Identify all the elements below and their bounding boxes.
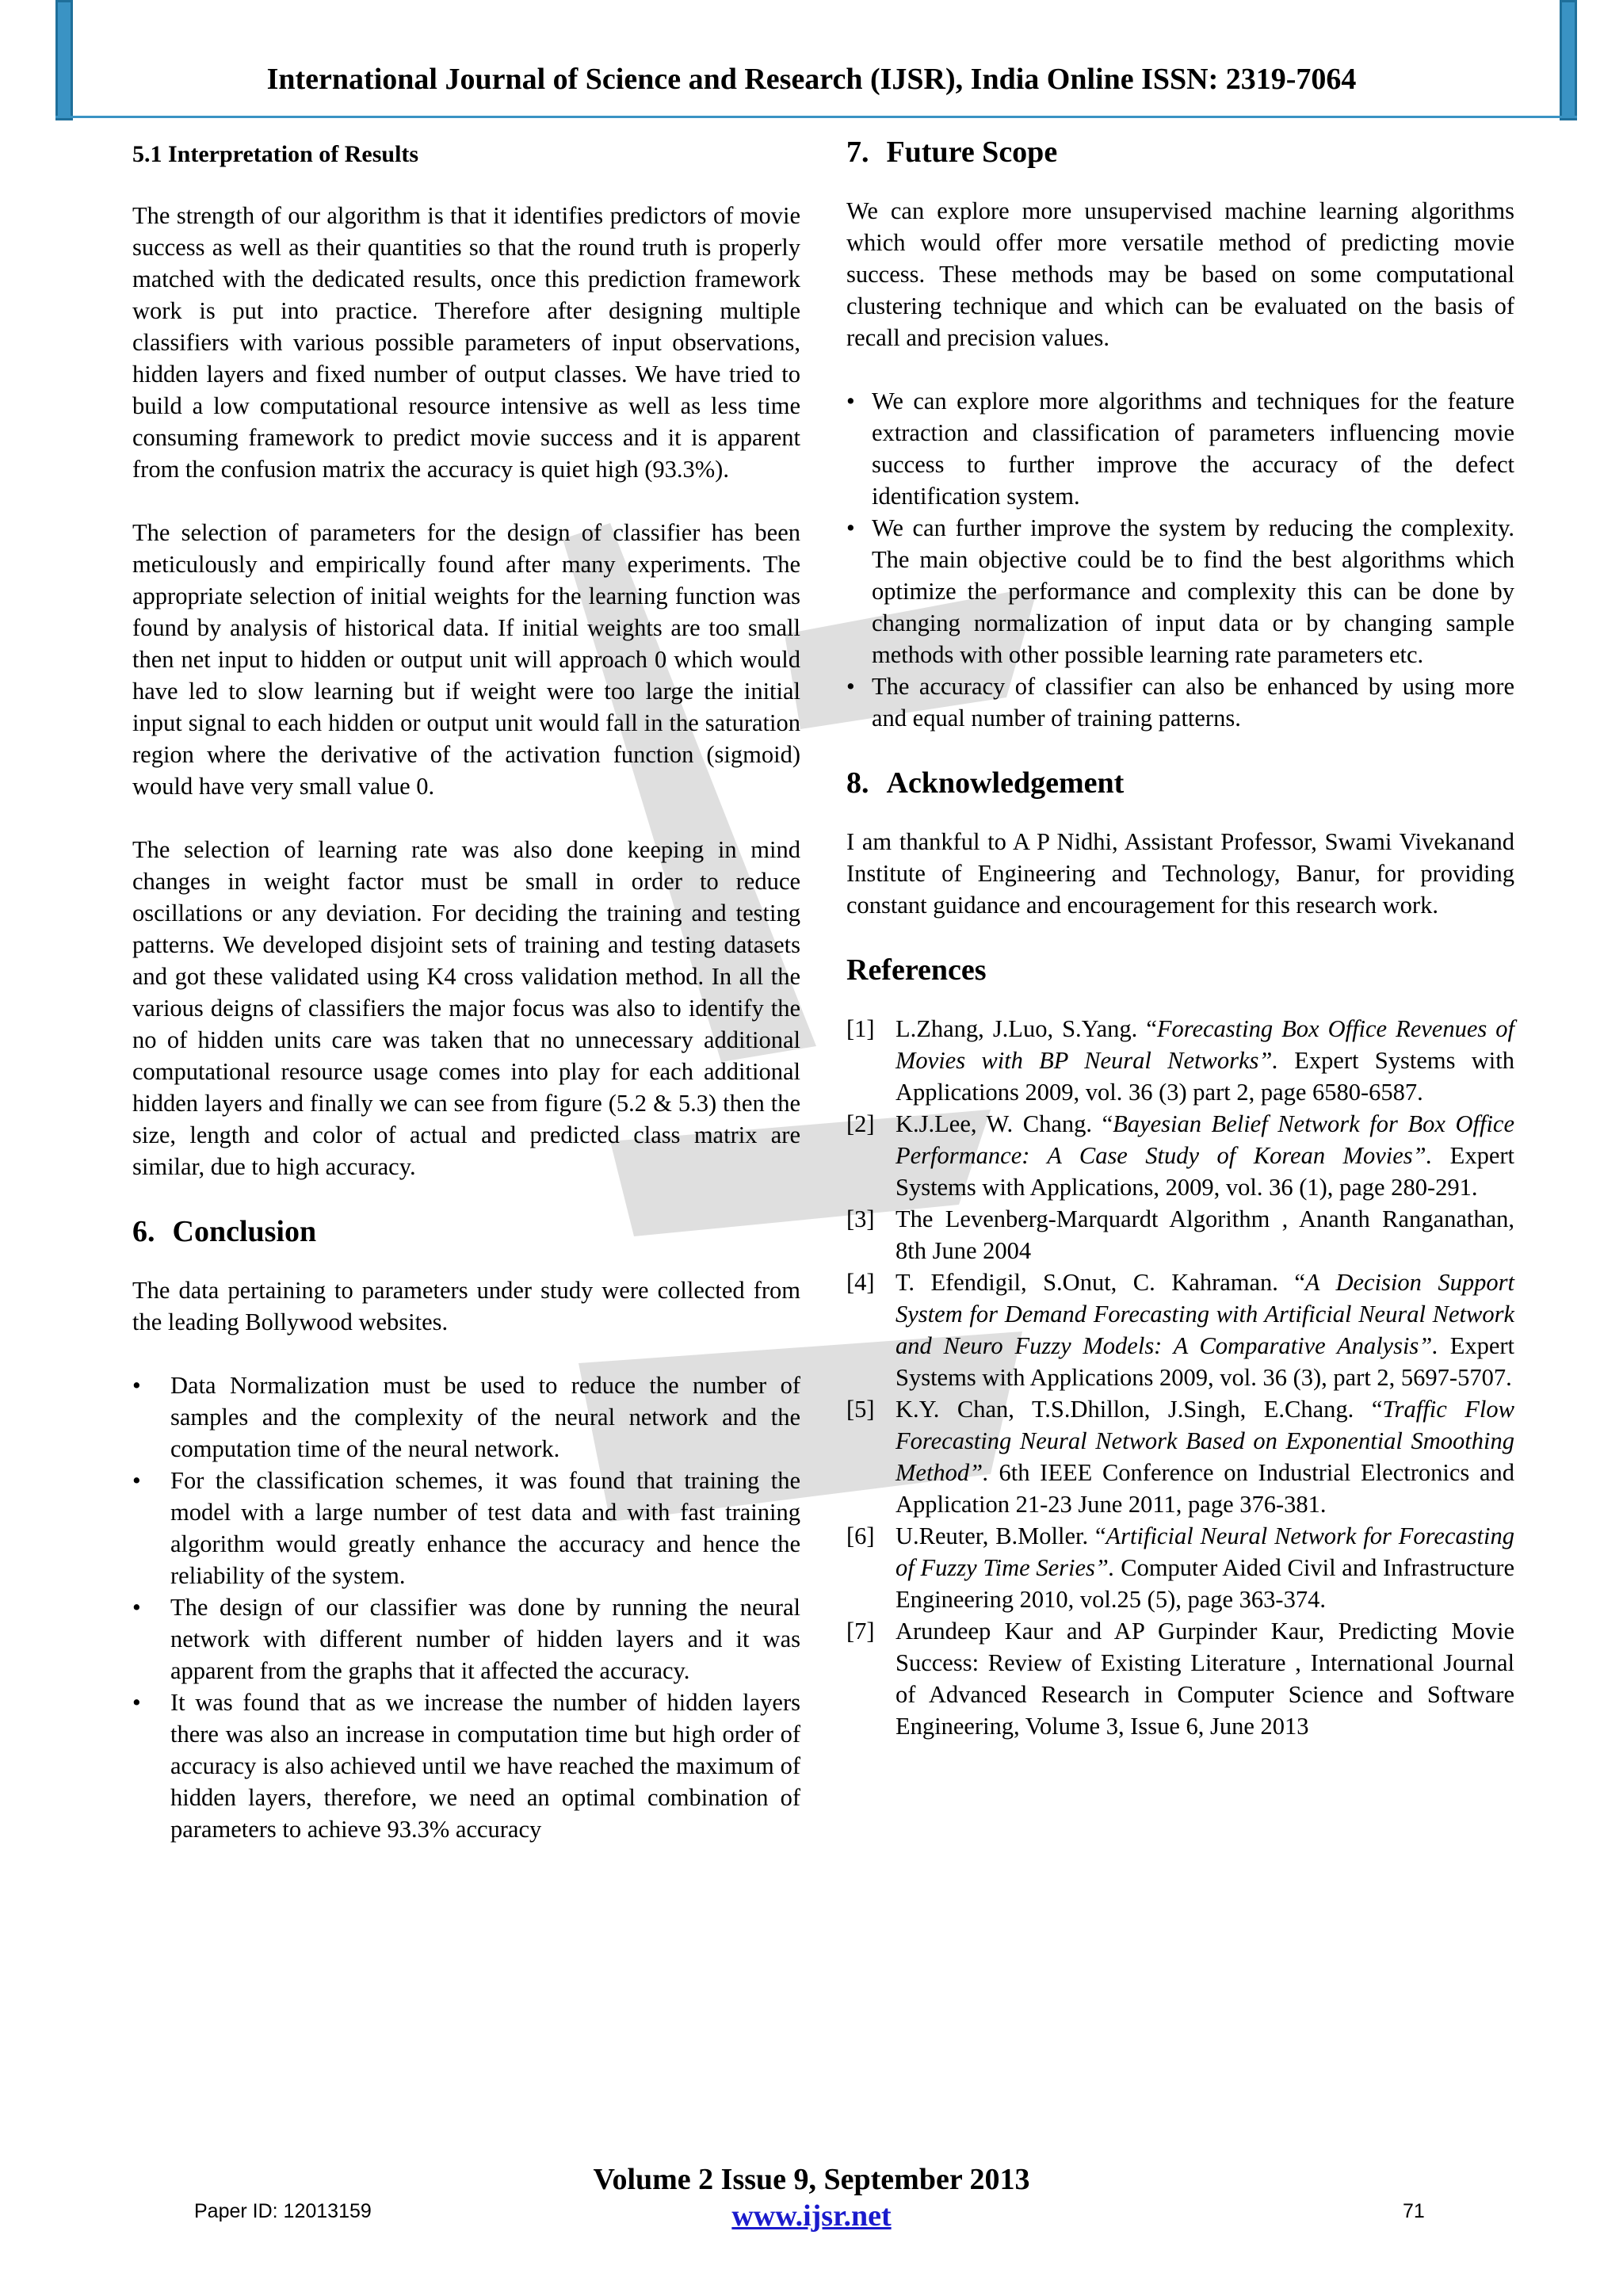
list-item xyxy=(846,670,1514,734)
reference-authors: T. Efendigil, S.Onut, C. Kahraman. “ xyxy=(896,1269,1305,1296)
paragraph: I am thankful to A P Nidhi, Assistant Professor, Swami Vivekanand Institute of Engineering and Technology, Banur, for providing constant guidance and encouragement for this research work. xyxy=(846,828,1514,919)
reference-authors: U.Reuter, B.Moller. “ xyxy=(896,1522,1106,1549)
list-item xyxy=(132,1687,800,1845)
section-number: 8. xyxy=(846,766,869,800)
reference-title: Bayesian Belief Network for Box Office Performance: A Case Study of Korean Movies”. xyxy=(896,1110,1514,1169)
section-heading-conclusion xyxy=(132,1214,800,1249)
reference-title: Artificial Neural Network for Forecasting of Fuzzy Time Series”. xyxy=(896,1522,1515,1581)
bullet-icon: • xyxy=(132,1467,141,1494)
list-item-text: For the classification schemes, it was found that training the model with a large number of test data and with fast training algorithm would greatly enhance the accuracy and hence the reliability of the system. xyxy=(170,1467,800,1589)
list-item-text: The accuracy of classifier can also be enhanced by using more and equal number of training patterns. xyxy=(872,673,1514,732)
section-title: Acknowledgement xyxy=(886,766,1125,800)
reference-item xyxy=(846,1013,1514,1108)
list-item-text: We can further improve the system by reducing the complexity. The main objective could be to find the best algorithms which optimize the performance and complexity this can be done by changing normalization of input data or by changing sample methods with other possible learning rate parameters etc. xyxy=(872,514,1514,668)
list-item xyxy=(846,512,1514,670)
footer-website-link[interactable]: www.ijsr.net xyxy=(731,2199,892,2233)
reference-item xyxy=(846,1203,1514,1266)
bullet-icon: • xyxy=(132,1594,141,1621)
section-title: Conclusion xyxy=(172,1215,317,1248)
section-heading-acknowledgement xyxy=(846,766,1514,800)
reference-details: Expert Systems with Applications 2009, vol. 36 (3) part 2, page 6580-6587. xyxy=(896,1047,1514,1106)
reference-number: [5] xyxy=(846,1396,875,1423)
list-item xyxy=(846,385,1514,512)
paragraph: The selection of learning rate was also done keeping in mind changes in weight factor must be small in order to reduce oscillations or any deviation. For deciding the training and testing patterns. We developed disjoint sets of training and testing datasets and got these validated using K4 cross validation method. In all the various deigns of classifiers the major focus was also to identify the no of hidden units care was taken that no unnecessary additional computational resource usage comes into play for each additional hidden layers and finally we can see from figure (5.2 & 5.3) then the size, length and color of actual and predicted class matrix are similar, due to high accuracy. xyxy=(132,836,800,1180)
reference-title: Forecasting Box Office Revenues of Movies with BP Neural Networks”. xyxy=(896,1015,1514,1074)
section-heading-references: References xyxy=(846,953,987,987)
bullet-icon: • xyxy=(846,388,855,415)
reference-authors: L.Zhang, J.Luo, S.Yang. “ xyxy=(896,1015,1157,1042)
reference-details: Expert Systems with Applications 2009, vol. 36 (3), part 2, 5697-5707. xyxy=(896,1332,1514,1391)
reference-list xyxy=(846,1013,1514,1742)
paragraph: The selection of parameters for the design of classifier has been meticulously and empirically found after many experiments. The appropriate selection of initial weights for the learning function was found by analysis of historical data. If initial weights are too small then net input to hidden or output unit will approach 0 which would have led to slow learning but if weight were too large the initial input signal to each hidden or output unit would fall in the saturation region where the derivative of the activation function (sigmoid) would have very small value 0. xyxy=(132,519,800,800)
list-item-text: The design of our classifier was done by running the neural network with different number of hidden layers and it was apparent from the graphs that it affected the accuracy. xyxy=(170,1594,800,1684)
reference-number: [4] xyxy=(846,1269,875,1296)
reference-title: A Decision Support System for Demand Forecasting with Artificial Neural Network and Neuro Fuzzy Models: A Comparative Analysis”. xyxy=(896,1269,1514,1359)
reference-item xyxy=(846,1266,1514,1393)
header-right-bar xyxy=(1560,0,1577,120)
list-item xyxy=(132,1370,800,1465)
list-item-text: Data Normalization must be used to reduce the number of samples and the complexity of the neural network and the computation time of the neural network. xyxy=(170,1372,800,1462)
reference-details: 6th IEEE Conference on Industrial Electronics and Application 21-23 June 2011, page 376-381. xyxy=(896,1459,1514,1518)
reference-item xyxy=(846,1108,1514,1203)
reference-item xyxy=(846,1520,1514,1615)
header-left-bar xyxy=(55,0,73,120)
reference-title: Traffic Flow Forecasting Neural Network Based on Exponential Smoothing Method”. xyxy=(896,1396,1514,1486)
page-number: 71 xyxy=(1403,2200,1425,2222)
bullet-icon: • xyxy=(846,673,855,700)
subsection-title: 5.1 Interpretation of Results xyxy=(132,141,419,167)
reference-authors: K.Y. Chan, T.S.Dhillon, J.Singh, E.Chang. “ xyxy=(896,1396,1383,1423)
section-title: Future Scope xyxy=(886,136,1058,169)
footer-volume: Volume 2 Issue 9, September 2013 xyxy=(593,2163,1030,2196)
reference-authors: The Levenberg-Marquardt Algorithm , Ananth Ranganathan, 8th June 2004 xyxy=(896,1205,1514,1264)
list-item-text: We can explore more algorithms and techniques for the feature extraction and classification of parameters influencing movie success to further improve the accuracy of the defect identification system. xyxy=(872,388,1514,510)
list-item-text: It was found that as we increase the number of hidden layers there was also an increase in computation time but high order of accuracy is also achieved until we have reached the maximum of hidden layers, therefore, we need an optimal combination of parameters to achieve 93.3% accuracy xyxy=(170,1689,800,1843)
reference-number: [2] xyxy=(846,1110,875,1137)
right-column xyxy=(846,135,1514,1742)
reference-details: Computer Aided Civil and Infrastructure Engineering 2010, vol.25 (5), page 363-374. xyxy=(896,1554,1515,1613)
bullet-icon: • xyxy=(846,514,855,541)
future-bullet-list xyxy=(846,385,1514,734)
bullet-icon: • xyxy=(132,1689,141,1716)
conclusion-bullet-list xyxy=(132,1370,800,1845)
reference-number: [7] xyxy=(846,1618,875,1645)
paragraph: The data pertaining to parameters under study were collected from the leading Bollywood websites. xyxy=(132,1277,800,1335)
paper-id: Paper ID: 12013159 xyxy=(194,2200,372,2222)
left-column xyxy=(132,135,800,1877)
reference-number: [1] xyxy=(846,1015,875,1042)
paragraph: We can explore more unsupervised machine learning algorithms which would offer more versatile method of predicting movie success. These methods may be based on some computational clustering technique and which can be evaluated on the basis of recall and precision values. xyxy=(846,197,1514,351)
journal-header: International Journal of Science and Research (IJSR), India Online ISSN: 2319-7064 xyxy=(266,63,1357,96)
reference-item xyxy=(846,1615,1514,1742)
header-rule xyxy=(55,116,1577,118)
list-item xyxy=(132,1465,800,1591)
section-heading-future-scope xyxy=(846,135,1514,170)
bullet-icon: • xyxy=(132,1372,141,1399)
reference-details: Expert Systems with Applications, 2009, vol. 36 (1), page 280-291. xyxy=(896,1142,1514,1201)
paragraph: The strength of our algorithm is that it identifies predictors of movie success as well as their quantities so that the round truth is properly matched with the dedicated results, once this prediction framework work is put into practice. Therefore after designing multiple classifiers with various possible parameters of input observations, hidden layers and fixed number of output classes. We have tried to build a low computational resource intensive as well as less time consuming framework to predict movie success and it is apparent from the confusion matrix the accuracy is quiet high (93.3%). xyxy=(132,202,800,483)
reference-item xyxy=(846,1393,1514,1520)
reference-number: [6] xyxy=(846,1522,875,1549)
reference-number: [3] xyxy=(846,1205,875,1232)
list-item xyxy=(132,1591,800,1687)
section-number: 7. xyxy=(846,136,869,169)
reference-authors: Arundeep Kaur and AP Gurpinder Kaur, Predicting Movie Success: Review of Existing Literature , International Journal of Advanced Research in Computer Science and Software Engineering, Volume 3, Issue 6, June 2013 xyxy=(896,1618,1514,1740)
reference-authors: K.J.Lee, W. Chang. “ xyxy=(896,1110,1113,1137)
section-number: 6. xyxy=(132,1215,155,1248)
